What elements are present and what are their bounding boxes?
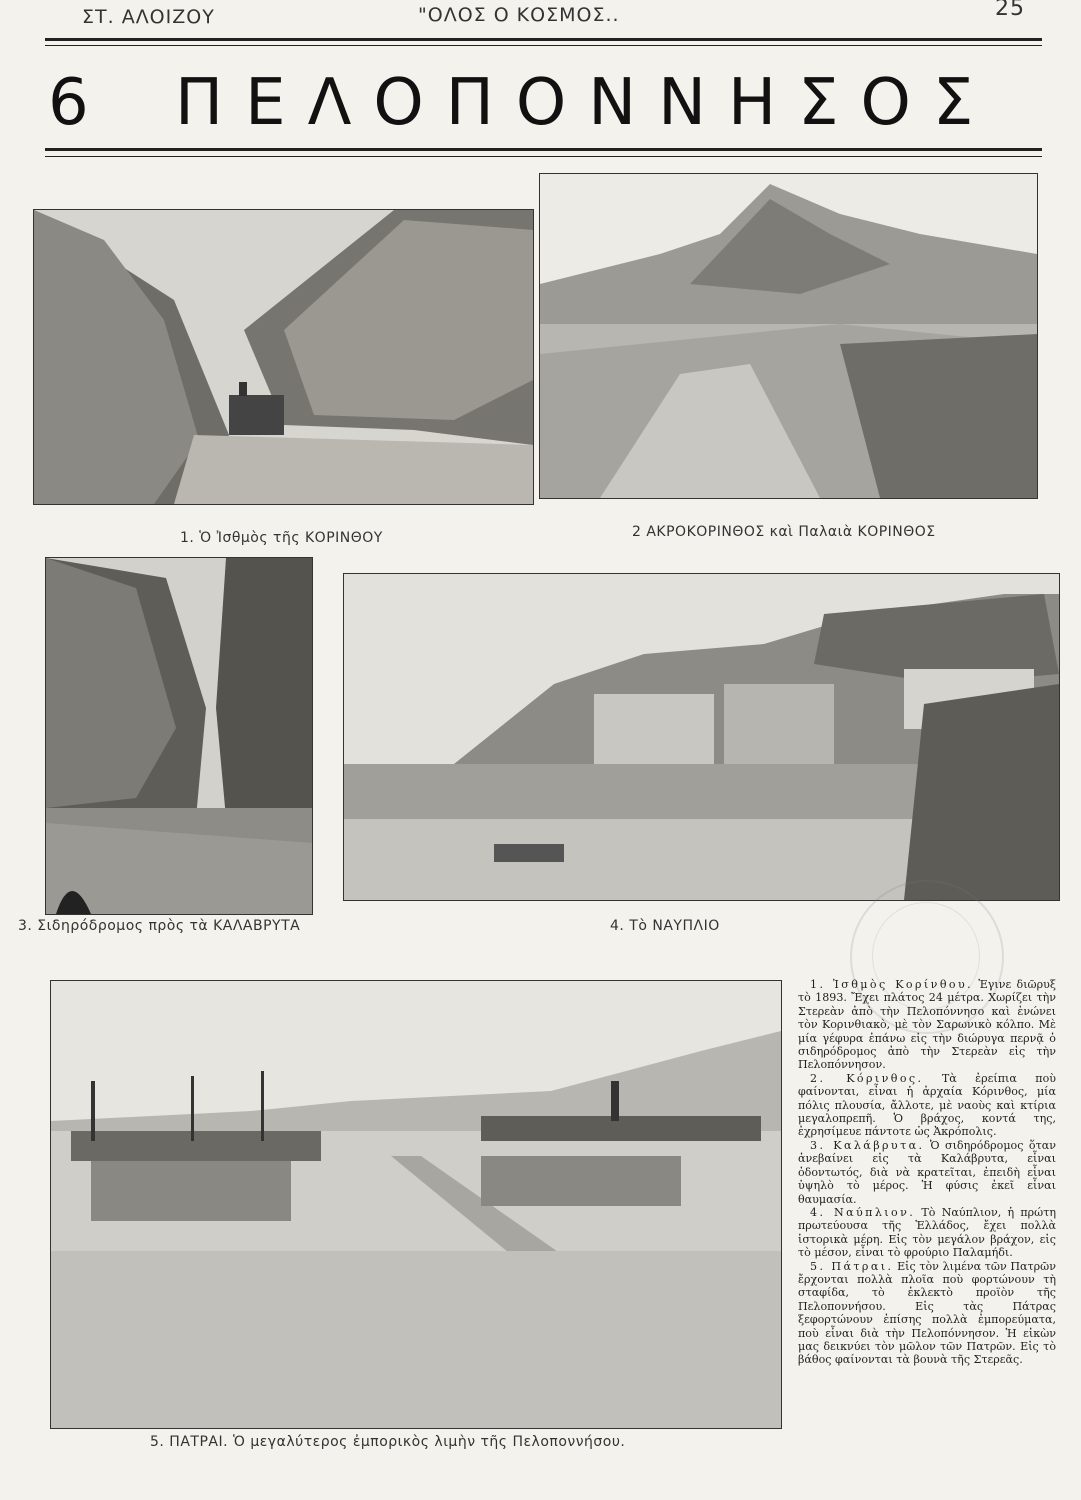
header-rule-top-thin <box>45 45 1042 46</box>
page-number: 25 <box>995 0 1025 21</box>
caption-photo-2: 2 ΑΚΡΟΚΟΡΙΝΘΟΣ καὶ Παλαιὰ ΚΟΡΙΝΘΟΣ <box>632 524 936 540</box>
note-3-keyword: 3. Καλάβρυτα. <box>810 1138 925 1152</box>
note-3-text: Ὁ σιδηρόδρομος ὅταν ἀνεβαίνει εἰς τὰ Καλάβρυτα, εἶναι ὀδοντωτός, διὰ νὰ κρατεῖται, ἐπειδὴ εἶναι ὑψηλὸ τὸ μέρος. Ἡ φύσις ἐκεῖ εἶναι θαυμασία. <box>798 1138 1056 1206</box>
photo-acrocorinth <box>539 173 1038 499</box>
photo-nafplio <box>343 573 1060 901</box>
photo-patras-harbour <box>50 980 782 1429</box>
title-rule-bottom <box>45 148 1042 151</box>
note-4 <box>798 1206 1056 1260</box>
note-1-text: Ἐγινε διῶρυξ τὸ 1893. Ἔχει πλάτος 24 μέτρα. Χωρίζει τὴν Στερεὰν ἀπὸ τὴν Πελοπόννησο καὶ ἑνώνει τὸν Κορινθιακὸ, μὲ τὸν Σαρωνικὸ κόλπο. Μὲ μία γέφυρα ἐπάνω εἰς τὴν διώρυγα περνᾷ ὁ σιδηρόδρομος ἀπὸ τὴν Στερεὰν εἰς τὴν Πελοπόννησον. <box>798 978 1056 1072</box>
section-number: 6 <box>48 66 89 140</box>
photo-corinth-canal <box>33 209 534 505</box>
note-2-text: Τὰ ἐρείπια ποὺ φαίνονται, εἶναι ἡ ἀρχαία Κόρινθος, μία πόλις πλουσία, ἄλλοτε, μὲ ναοὺς καὶ κτίρια μεγαλοπρεπῆ. Ὁ βράχος, κοντά της, ἐχρησίμευε πάντοτε ὡς Ἀκρόπολις. <box>798 1071 1057 1139</box>
title-rule-bottom-thin <box>45 156 1042 157</box>
note-4-text: Τὸ Ναύπλιον, ἡ πρώτη πρωτεύουσα τῆς Ἑλλάδος, ἔχει πολλὰ ἱστορικὰ μέρη. Εἰς τὸν μεγάλον βράχον, εἰς τὸ μέσον, εἶναι τὸ φρούριο Παλαμήδι. <box>798 1205 1056 1260</box>
caption-photo-5: 5. ΠΑΤΡΑΙ. Ὁ μεγαλύτερος ἐμπορικὸς λιμὴν τῆς Πελοποννήσου. <box>150 1434 626 1450</box>
note-2 <box>798 1072 1056 1139</box>
caption-photo-3: 3. Σιδηρόδρομος πρὸς τὰ ΚΑΛΑΒΡΥΤΑ <box>18 918 301 934</box>
note-4-keyword: 4. Ναύπλιον. <box>810 1205 916 1219</box>
section-title: ΠΕΛΟΠΟΝΝΗΣΟΣ <box>175 66 996 140</box>
running-header-author: ΣΤ. ΑΛΟΙΖΟΥ <box>82 6 215 28</box>
running-header-title: "ΟΛΟΣ Ο ΚΟΣΜΟΣ.. <box>418 4 620 26</box>
note-2-keyword: 2. Κόρινθος. <box>810 1071 924 1085</box>
caption-photo-1: 1. Ὁ Ἰσθμὸς τῆς ΚΟΡΙΝΘΟΥ <box>180 530 383 546</box>
header-rule-top <box>45 38 1042 41</box>
photo-kalavryta-railway <box>45 557 313 915</box>
note-3 <box>798 1139 1056 1206</box>
note-5-keyword: 5. Πάτραι. <box>810 1259 894 1273</box>
note-5 <box>798 1260 1056 1367</box>
notes-column <box>798 978 1056 1367</box>
note-5-text: Εἰς τὸν λιμένα τῶν Πατρῶν ἔρχονται πολλὰ πλοῖα ποὺ φορτώνουν τὴ σταφίδα, τὸ ἐκλεκτὸ προϊὸν τῆς Πελοποννήσου. Εἰς τὰς Πάτρας ξεφορτώνουν ἐπίσης πολλὰ ἐμπορεύματα, ποὺ εἶναι διὰ τὴν Πελοπόννησον. Ἡ εἰκὼν μας δεικνύει τὸν μῶλον τῶν Πατρῶν. Εἰς τὸ βάθος φαίνονται τὰ βουνὰ τῆς Στερεᾶς. <box>798 1259 1056 1367</box>
note-1-keyword: 1. Ἰσθμὸς Κορίνθου. <box>810 978 974 991</box>
note-1 <box>798 978 1056 1072</box>
caption-photo-4: 4. Τὸ ΝΑΥΠΛΙΟ <box>610 918 720 934</box>
